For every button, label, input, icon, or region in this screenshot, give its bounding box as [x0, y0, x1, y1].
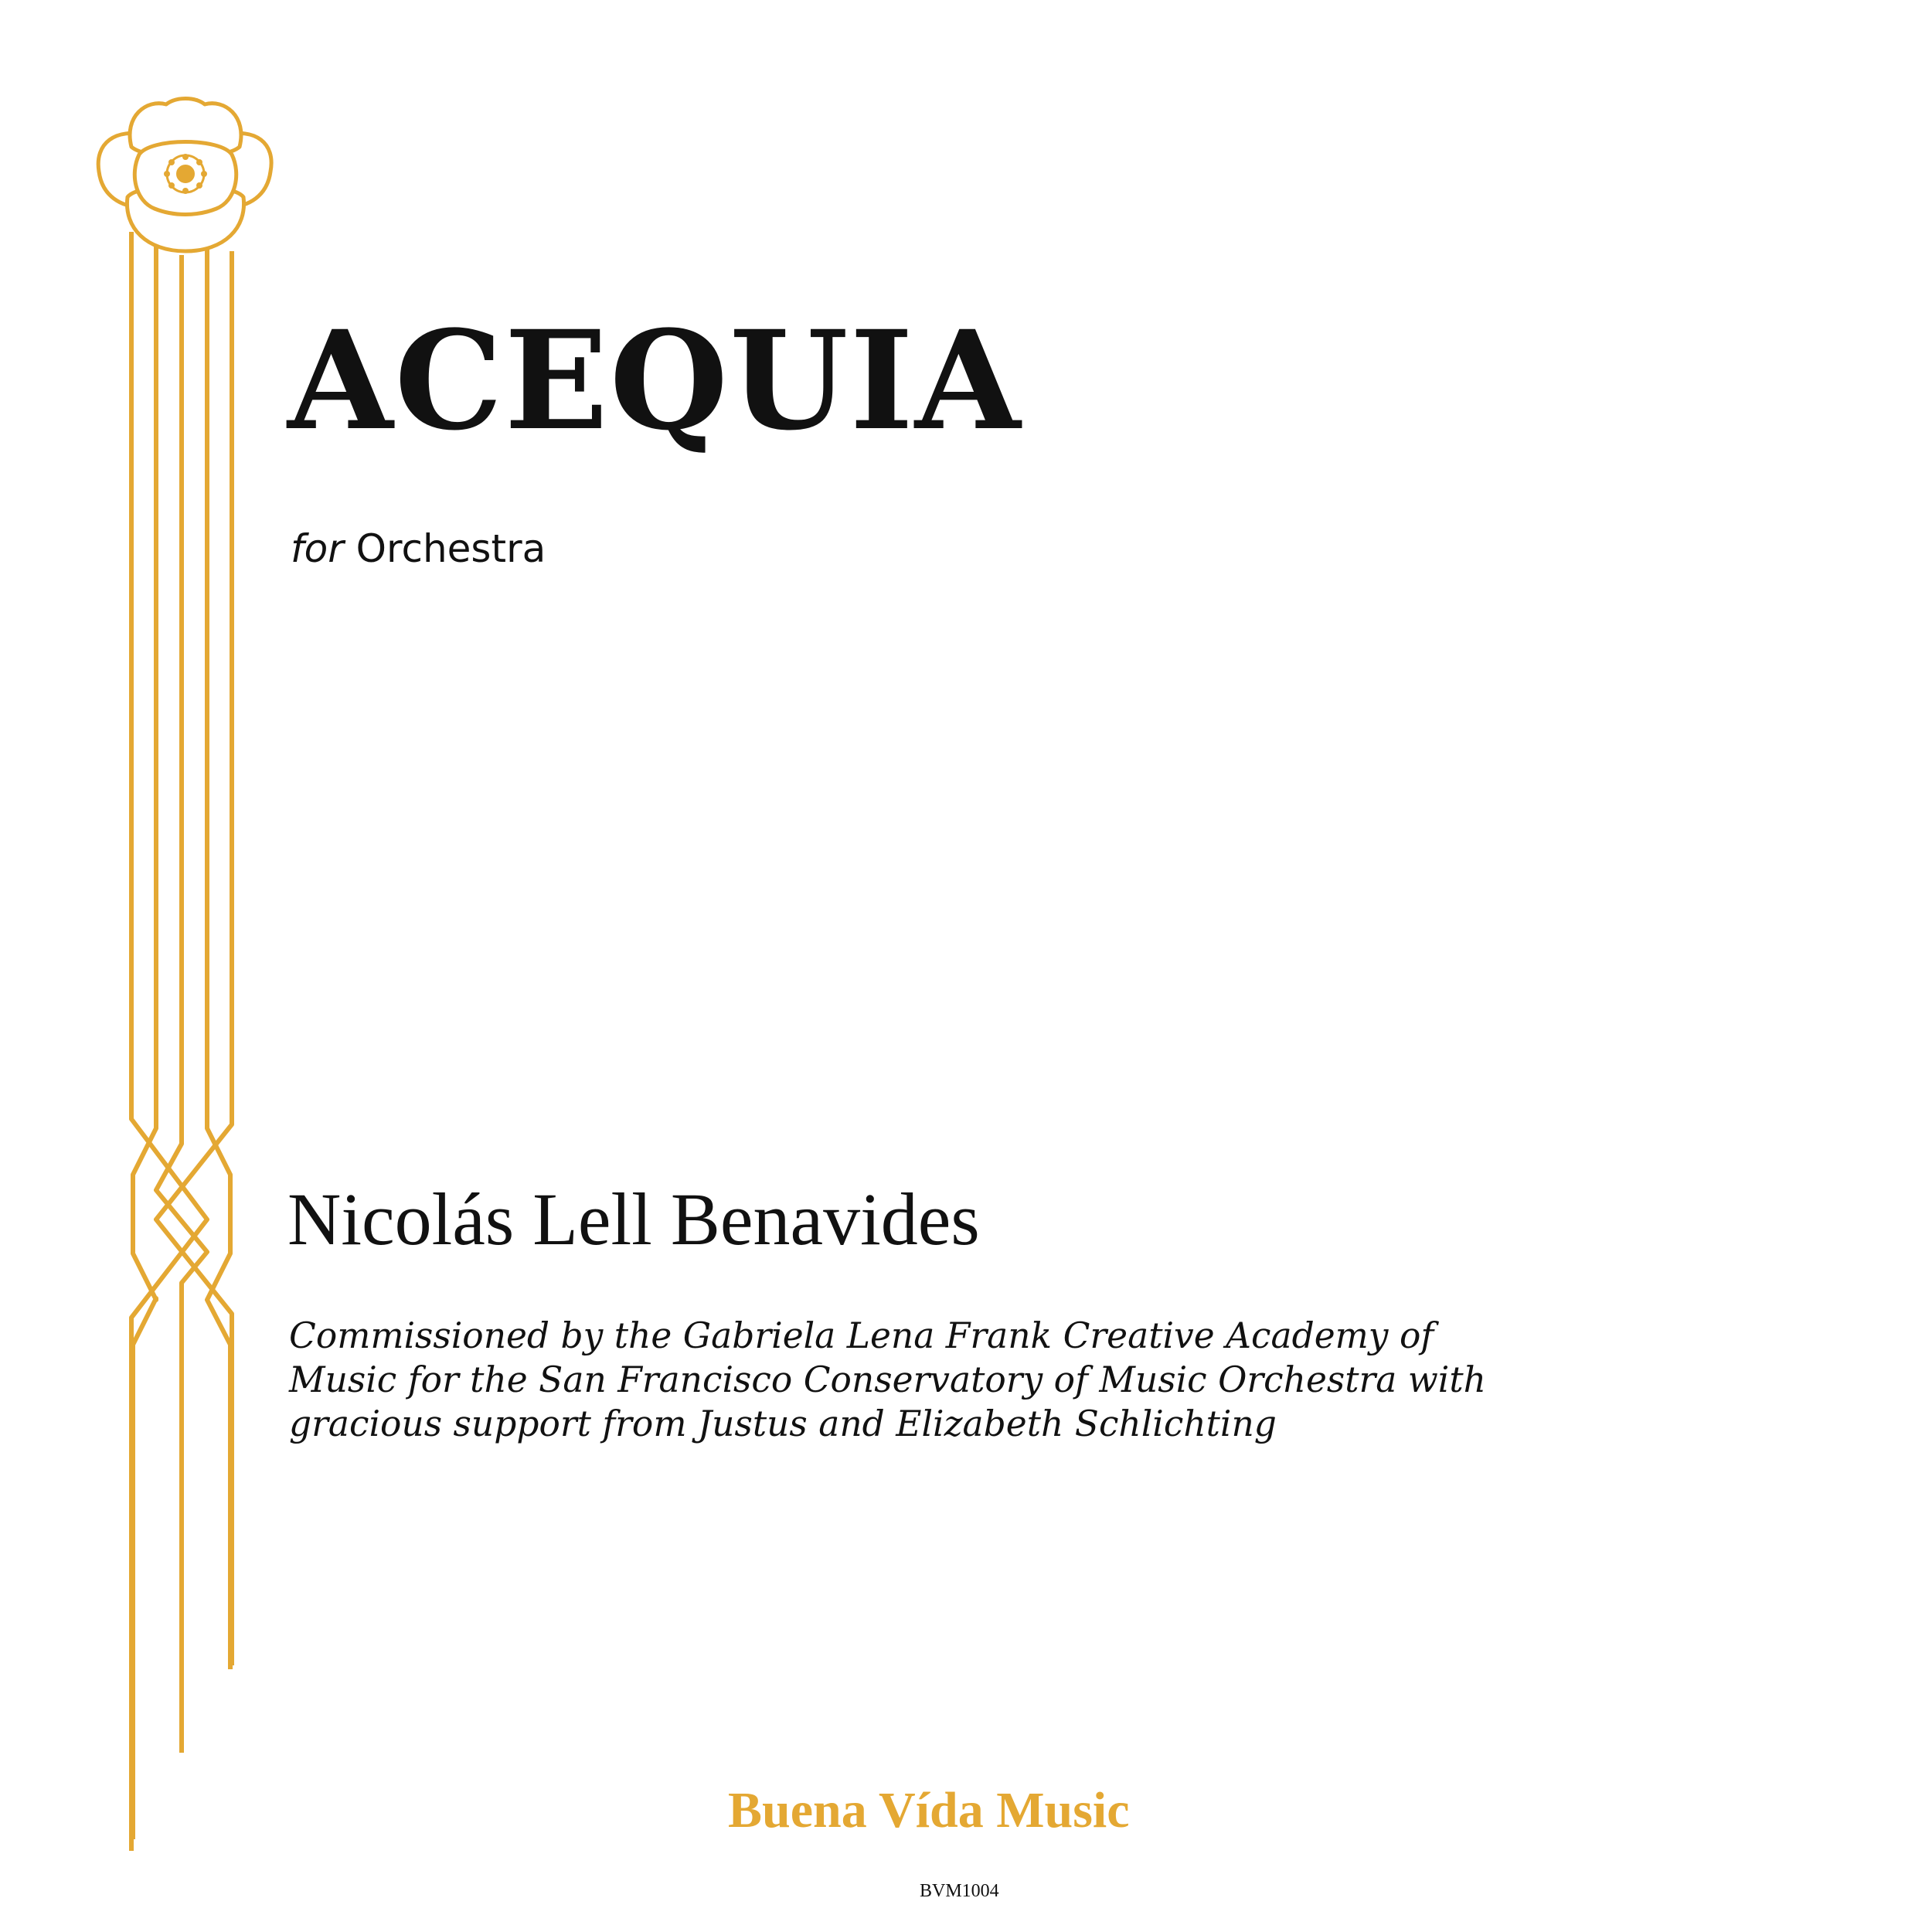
stem-line-1: [133, 238, 156, 1839]
stem-line-5: [131, 232, 207, 1851]
flower-stamen-core: [177, 165, 194, 182]
catalog-number: BVM1004: [920, 1881, 999, 1901]
commission-line-3: gracious support from Justus and Elizabeth Schlichting: [289, 1403, 1277, 1444]
stem-line-2: [207, 238, 230, 1669]
page-title: ACEQUIA: [287, 301, 1022, 461]
commission-note: [289, 1314, 1486, 1446]
instrumentation-subtitle: [291, 526, 546, 571]
subtitle-orchestra: Orchestra: [355, 526, 546, 571]
poppy-flower-icon: [98, 99, 271, 252]
subtitle-for: for: [291, 526, 344, 571]
commission-line-2: Music for the San Francisco Conservatory of Music Orchestra with: [289, 1359, 1486, 1400]
stem-line-4: [156, 251, 232, 1665]
publisher-name: Buena Vída Music: [728, 1782, 1130, 1838]
stem-line-3: [156, 255, 207, 1753]
composer-name: Nicolás Lell Benavides: [287, 1178, 980, 1260]
commission-line-1: Commissioned by the Gabriela Lena Frank Creative Academy of: [289, 1315, 1434, 1356]
